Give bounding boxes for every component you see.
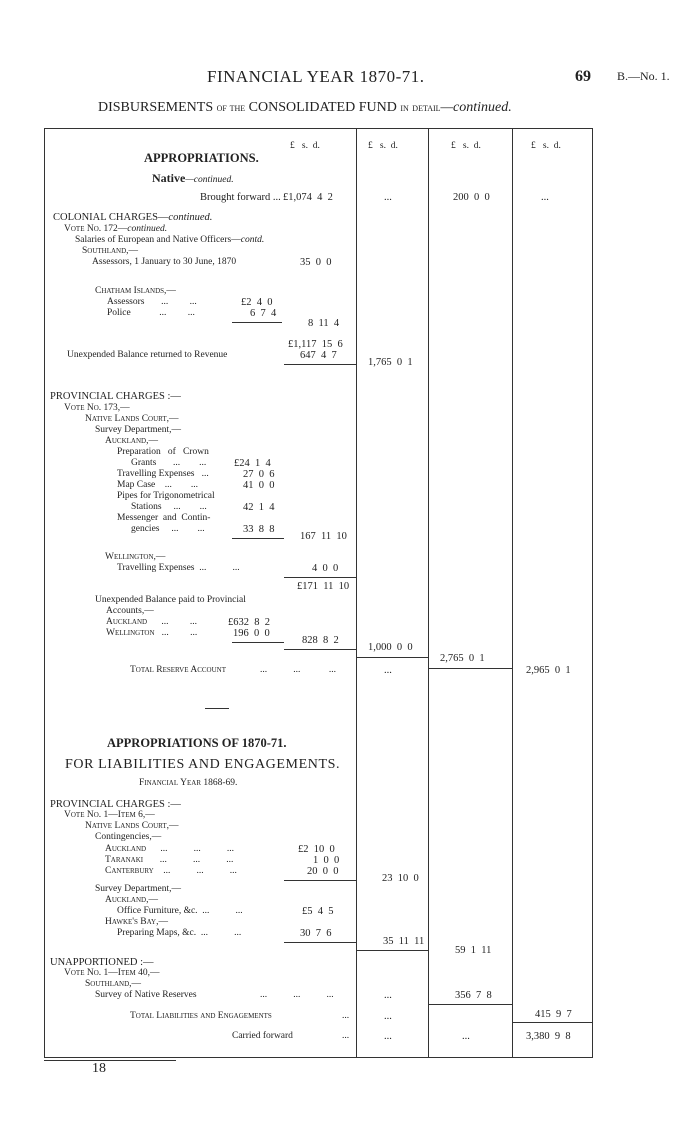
vote-1-item-6-label: Vote No. 1—Item 6,—	[64, 810, 155, 820]
salaries-line	[75, 236, 264, 246]
column-divider-3	[512, 128, 513, 1058]
salaries-label: Salaries of European and Native Officers—	[75, 235, 241, 245]
vote-172-cont: continued.	[127, 224, 168, 234]
section2-col3-total: 2,765 0 1	[440, 653, 485, 664]
total-liabilities-label: Total Liabilities and Engagements	[130, 1011, 272, 1021]
section-heading-appropriations: APPROPRIATIONS.	[144, 151, 259, 165]
document-ref: B.—No. 1.	[617, 69, 670, 83]
table-top-rule	[44, 128, 592, 129]
survey-department-label: Survey Department,—	[95, 425, 182, 435]
unexpended-auckland-line: Auckland ... ...	[106, 617, 197, 627]
colonial-label: COLONIAL CHARGES—	[53, 212, 169, 223]
chatham-police-amount: 6 7 4	[250, 308, 277, 319]
brought-forward-amount: £1,074 4 2	[283, 192, 333, 203]
total-reserve-col4: 2,965 0 1	[526, 665, 571, 676]
footer-page-number: 18	[92, 1061, 106, 1076]
native-cont: —continued.	[185, 175, 234, 185]
colonial-charges	[53, 213, 212, 224]
chatham-total: 8 11 4	[308, 318, 340, 329]
table-left-rule	[44, 128, 45, 1058]
messenger-line-2: gencies ... ...	[131, 524, 205, 534]
office-furniture-line: Office Furniture, &c. ... ...	[117, 906, 243, 916]
section-heading-liabilities: FOR LIABILITIES AND ENGAGEMENTS.	[65, 757, 341, 772]
carried-forward-label: Carried forward	[232, 1031, 293, 1041]
rule	[512, 1022, 592, 1023]
carried-forward-dots: ...	[342, 1031, 350, 1041]
subtotal-1: £1,117 15 6	[288, 339, 343, 350]
survey-auckland-label: Auckland,—	[105, 895, 158, 905]
total-liabilities-col4: 415 9 7	[535, 1009, 572, 1020]
preparing-maps-line: Preparing Maps, &c. ... ...	[117, 928, 242, 938]
vote-1-item-40-label: Vote No. 1—Item 40,—	[64, 968, 160, 978]
page-number: 69	[575, 68, 591, 85]
survey-native-reserves-label: Survey of Native Reserves	[95, 990, 197, 1000]
wellington-label: Wellington,—	[105, 552, 166, 562]
section1-col2-total: 1,765 0 1	[368, 357, 413, 368]
map-case-amount: 41 0 0	[243, 480, 275, 491]
messenger-amount: 33 8 8	[243, 524, 275, 535]
section3-col3-subtotal: 59 1 11	[455, 945, 492, 956]
southland-label: Southland,—	[82, 246, 139, 256]
chatham-assessors: Assessors ... ...	[107, 297, 197, 307]
pipes-amount: 42 1 4	[243, 502, 275, 513]
auckland-total: 167 11 10	[300, 531, 347, 542]
native-lands-court-label: Native Lands Court,—	[85, 414, 179, 424]
native-label: Native	[152, 171, 186, 185]
carried-forward-col4: 3,380 9 8	[526, 1031, 571, 1042]
survey-department-label-2: Survey Department,—	[95, 884, 182, 894]
column-divider-2	[428, 128, 429, 1058]
provincial-charges-label: PROVINCIAL CHARGES :—	[50, 391, 181, 402]
preparation-line-1: Preparation of Crown	[117, 447, 209, 457]
preparation-line-2: Grants ... ...	[131, 458, 207, 468]
table-bottom-rule	[44, 1057, 592, 1058]
rule	[284, 364, 356, 365]
rule	[284, 880, 356, 881]
subtitle-cont: —continued.	[440, 100, 512, 115]
vote-173-label: Vote No. 173,—	[64, 403, 130, 413]
travelling-expenses-amount: 27 0 6	[243, 469, 275, 480]
unexpended-auckland-amount: £632 8 2	[228, 617, 270, 628]
brought-forward-col2: ...	[384, 192, 392, 203]
total-reserve-col2: ...	[384, 665, 392, 676]
unapportioned-label: UNAPPORTIONED :—	[50, 957, 154, 968]
subtitle-main: DISBURSEMENTS	[98, 100, 214, 115]
contingencies-label: Contingencies,—	[95, 832, 162, 842]
unexpended-balance-label: Unexpended Balance returned to Revenue	[67, 350, 228, 360]
financial-year-1868: Financial Year 1868-69.	[139, 778, 238, 788]
wellington-amount: 4 0 0	[312, 563, 339, 574]
contingencies-auckland-amount: £2 10 0	[298, 844, 335, 855]
section2-col2-total: 1,000 0 0	[368, 642, 413, 653]
brought-forward-col3: 200 0 0	[453, 192, 490, 203]
subtitle-in: in	[400, 102, 409, 114]
carried-forward-col2: ...	[384, 1031, 392, 1042]
col4-header: £ s. d.	[531, 141, 561, 151]
salaries-cont: contd.	[240, 235, 265, 245]
chatham-police: Police ... ...	[107, 308, 195, 318]
unexpended-balance-amount: 647 4 7	[300, 350, 337, 361]
brought-forward-col4: ...	[541, 192, 549, 203]
col2-header: £ s. d.	[368, 141, 398, 151]
unexpended-total: 828 8 2	[302, 635, 339, 646]
pipes-line-1: Pipes for Trigonometrical	[117, 491, 215, 501]
provincial-charges-label-2: PROVINCIAL CHARGES :—	[50, 799, 181, 810]
table-right-rule	[592, 128, 593, 1058]
chatham-assessors-amount: £2 4 0	[241, 297, 273, 308]
section-heading-appropriations-1870: APPROPRIATIONS OF 1870-71.	[107, 736, 287, 750]
section-separator	[205, 708, 229, 709]
survey-native-col3: 356 7 8	[455, 990, 492, 1001]
rule	[284, 649, 356, 650]
unexpended-paid-line-2: Accounts,—	[106, 606, 154, 616]
subtitle-fund: CONSOLIDATED FUND	[248, 100, 397, 115]
contingencies-taranaki: Taranaki ... ... ...	[105, 855, 234, 865]
colonial-cont: continued.	[168, 212, 213, 223]
unexpended-wellington-line: Wellington ... ...	[106, 628, 198, 638]
rule	[356, 950, 428, 951]
chatham-islands-label: Chatham Islands,—	[95, 286, 176, 296]
office-furniture-amount: £5 4 5	[302, 906, 334, 917]
total-reserve-dots: ... ... ...	[260, 665, 336, 675]
messenger-line-1: Messenger and Contin-	[117, 513, 211, 523]
travelling-expenses-line: Travelling Expenses ...	[117, 469, 209, 479]
carried-forward-col3: ...	[462, 1031, 470, 1042]
preparation-amount: £24 1 4	[234, 458, 271, 469]
contingencies-total: 23 10 0	[382, 873, 419, 884]
rule	[428, 1004, 512, 1005]
map-case-line: Map Case ... ...	[117, 480, 199, 490]
rule	[232, 322, 282, 323]
subtitle-detail: detail	[412, 102, 441, 114]
preparing-maps-amount: 30 7 6	[300, 928, 332, 939]
unexpended-paid-line-1: Unexpended Balance paid to Provincial	[95, 595, 246, 605]
rule	[356, 657, 428, 658]
vote-172-label: Vote No. 172—	[64, 224, 128, 234]
page-subtitle	[98, 101, 512, 115]
total-liabilities-dots: ...	[342, 1011, 350, 1021]
survey-native-reserves-dots: ... ... ...	[260, 990, 334, 1000]
contingencies-canterbury-amount: 20 0 0	[307, 866, 339, 877]
rule	[428, 668, 512, 669]
native-heading	[152, 172, 234, 186]
col1-header: £ s. d.	[290, 141, 320, 151]
col3-header: £ s. d.	[451, 141, 481, 151]
vote-172	[64, 225, 167, 235]
assessors-amount: 35 0 0	[300, 257, 332, 268]
contingencies-canterbury: Canterbury ... ... ...	[105, 866, 237, 876]
wellington-travel-line: Travelling Expenses ... ...	[117, 563, 240, 573]
column-divider-1	[356, 128, 357, 1058]
rule	[232, 642, 284, 643]
total-reserve-label: Total Reserve Account	[130, 665, 226, 675]
page-title: FINANCIAL YEAR 1870-71.	[207, 67, 425, 86]
subtitle-of: of the	[216, 102, 246, 114]
contingencies-auckland: Auckland ... ... ...	[105, 844, 234, 854]
brought-forward-label: Brought forward ...	[200, 192, 281, 203]
total-liabilities-col2: ...	[384, 1011, 392, 1022]
rule	[284, 942, 356, 943]
subtotal-2: £171 11 10	[297, 581, 350, 592]
rule	[232, 538, 284, 539]
survey-total: 35 11 11	[383, 936, 425, 947]
unexpended-wellington-amount: 196 0 0	[233, 628, 270, 639]
southland-label-2: Southland,—	[85, 979, 142, 989]
hawkes-bay-label: Hawke's Bay,—	[105, 917, 168, 927]
pipes-line-2: Stations ... ...	[131, 502, 207, 512]
native-lands-court-label-2: Native Lands Court,—	[85, 821, 179, 831]
contingencies-taranaki-amount: 1 0 0	[313, 855, 340, 866]
auckland-label: Auckland,—	[105, 436, 158, 446]
assessors-line: Assessors, 1 January to 30 June, 1870	[92, 257, 237, 267]
rule	[284, 577, 356, 578]
survey-native-col2: ...	[384, 990, 392, 1001]
footer-rule	[44, 1060, 176, 1061]
